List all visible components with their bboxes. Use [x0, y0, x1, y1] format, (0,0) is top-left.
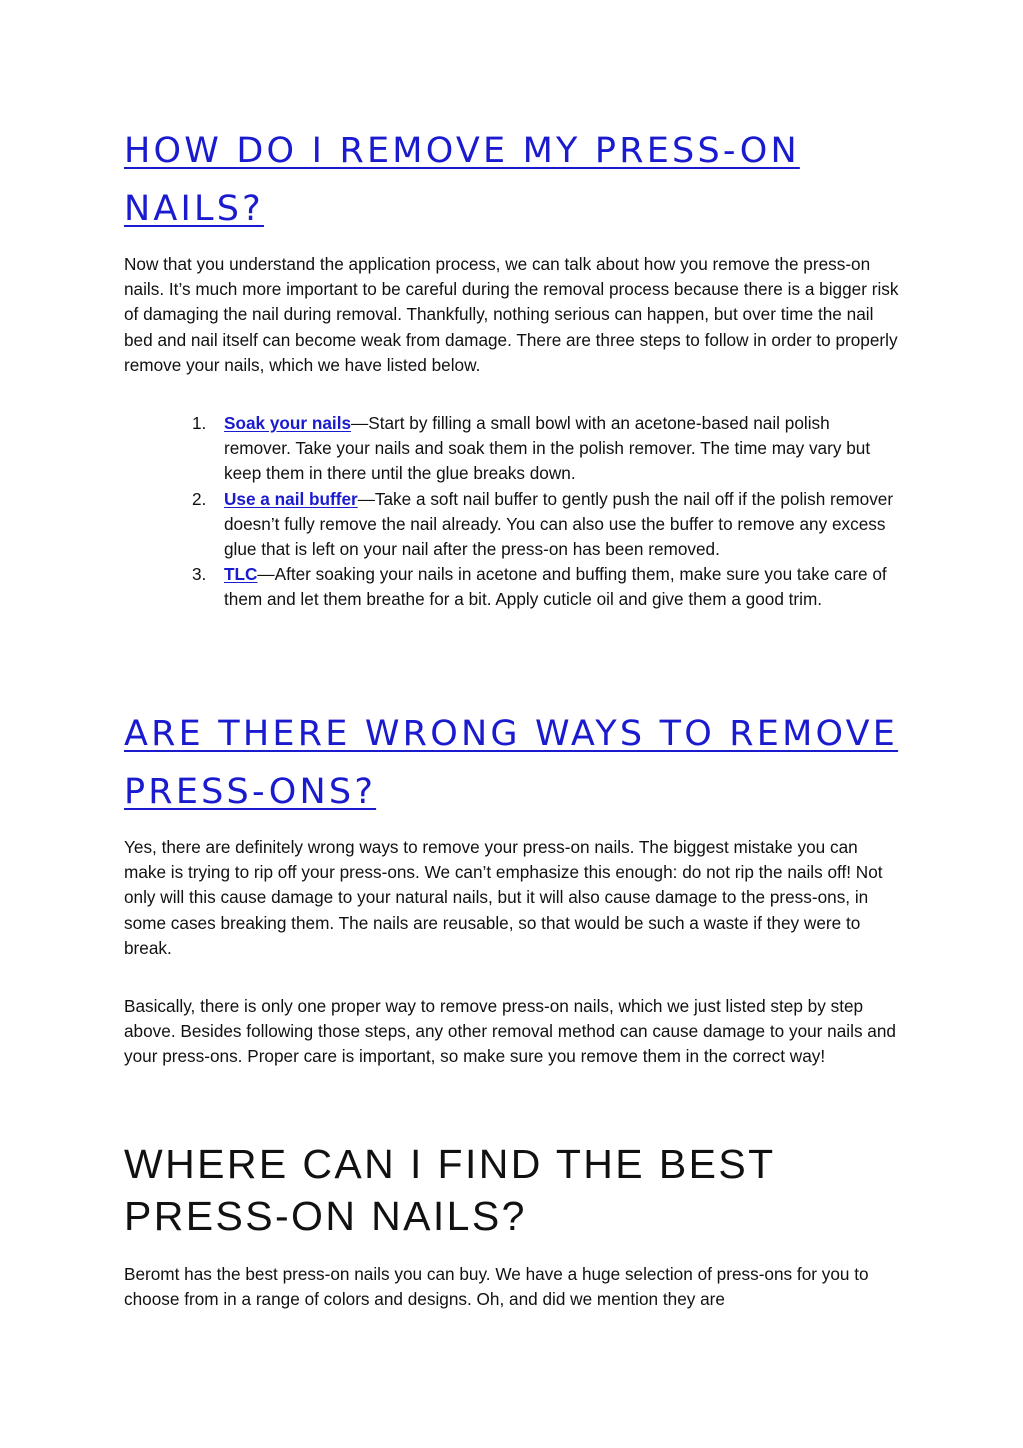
where-to-find-paragraph: Beromt has the best press-on nails you can buy. We have a huge selection of press-ons for you to choose from in a range of colors and designs. Oh, and did we mention they are: [124, 1264, 869, 1310]
step-text: —Start by filling a small bowl with an acetone-based nail polish remover. Take your nails and soak them in the polish remover. The time may vary but keep them in there until the glue breaks down.: [224, 413, 871, 484]
heading-line-1: WHERE CAN I FIND THE BEST: [124, 1141, 776, 1187]
heading-line-2: PRESS-ONS?: [124, 772, 377, 812]
tlc-link[interactable]: TLC: [224, 564, 258, 585]
step-text: —After soaking your nails in acetone and buffing them, make sure you take care of them and let them breathe for a bit. Apply cuticle oil and give them a good trim.: [224, 564, 887, 610]
list-item: [124, 562, 904, 612]
wrong-ways-paragraph-2: Basically, there is only one proper way to remove press-on nails, which we just listed step by step above. Besides following those steps, any other removal method can cause damage to your nails and your press-ons. Proper care is important, so make sure you remove them in the correct way!: [124, 996, 896, 1067]
heading-line-2: NAILS?: [124, 189, 264, 229]
list-number: 1.: [192, 413, 207, 433]
heading-where-to-find: [124, 1138, 904, 1242]
intro-paragraph: Now that you understand the application process, we can talk about how you remove the press-on nails. It’s much more important to be careful during the removal process because there is a bigger risk of damaging the nail during removal. Thankfully, nothing serious can happen, but over time the nail bed and nail itself can become weak from damage. There are three steps to follow in order to properly remove your nails, which we have listed below.: [124, 254, 899, 375]
step-text: —Take a soft nail buffer to gently push the nail off if the polish remover doesn’t fully remove the nail already. You can also use the buffer to remove any excess glue that is left on your nail after the press-on has been removed.: [224, 488, 894, 560]
wrong-ways-paragraph-1: Yes, there are definitely wrong ways to remove your press-on nails. The biggest mistake you can make is trying to rip off your press-ons. We can’t emphasize this enough: do not rip the nails off! Not only will this cause damage to your natural nails, but it will also cause damage to the press-ons, in some cases breaking them. The nails are reusable, so that would be such a waste if they were to break.: [124, 837, 883, 958]
removal-steps-list: [124, 411, 904, 613]
heading-wrong-ways[interactable]: [124, 705, 898, 821]
list-number: 3.: [192, 564, 207, 585]
use-a-nail-buffer-link[interactable]: Use a nail buffer: [224, 488, 358, 509]
heading-line-1: HOW DO I REMOVE MY PRESS-ON: [124, 131, 800, 171]
list-number: 2.: [192, 488, 207, 509]
heading-line-2: PRESS-ON NAILS?: [124, 1193, 527, 1239]
heading-how-to-remove[interactable]: [124, 122, 800, 238]
soak-your-nails-link[interactable]: Soak your nails: [224, 413, 352, 433]
heading-line-1: ARE THERE WRONG WAYS TO REMOVE: [124, 714, 899, 754]
list-item: [124, 487, 904, 563]
list-item: [124, 411, 904, 487]
